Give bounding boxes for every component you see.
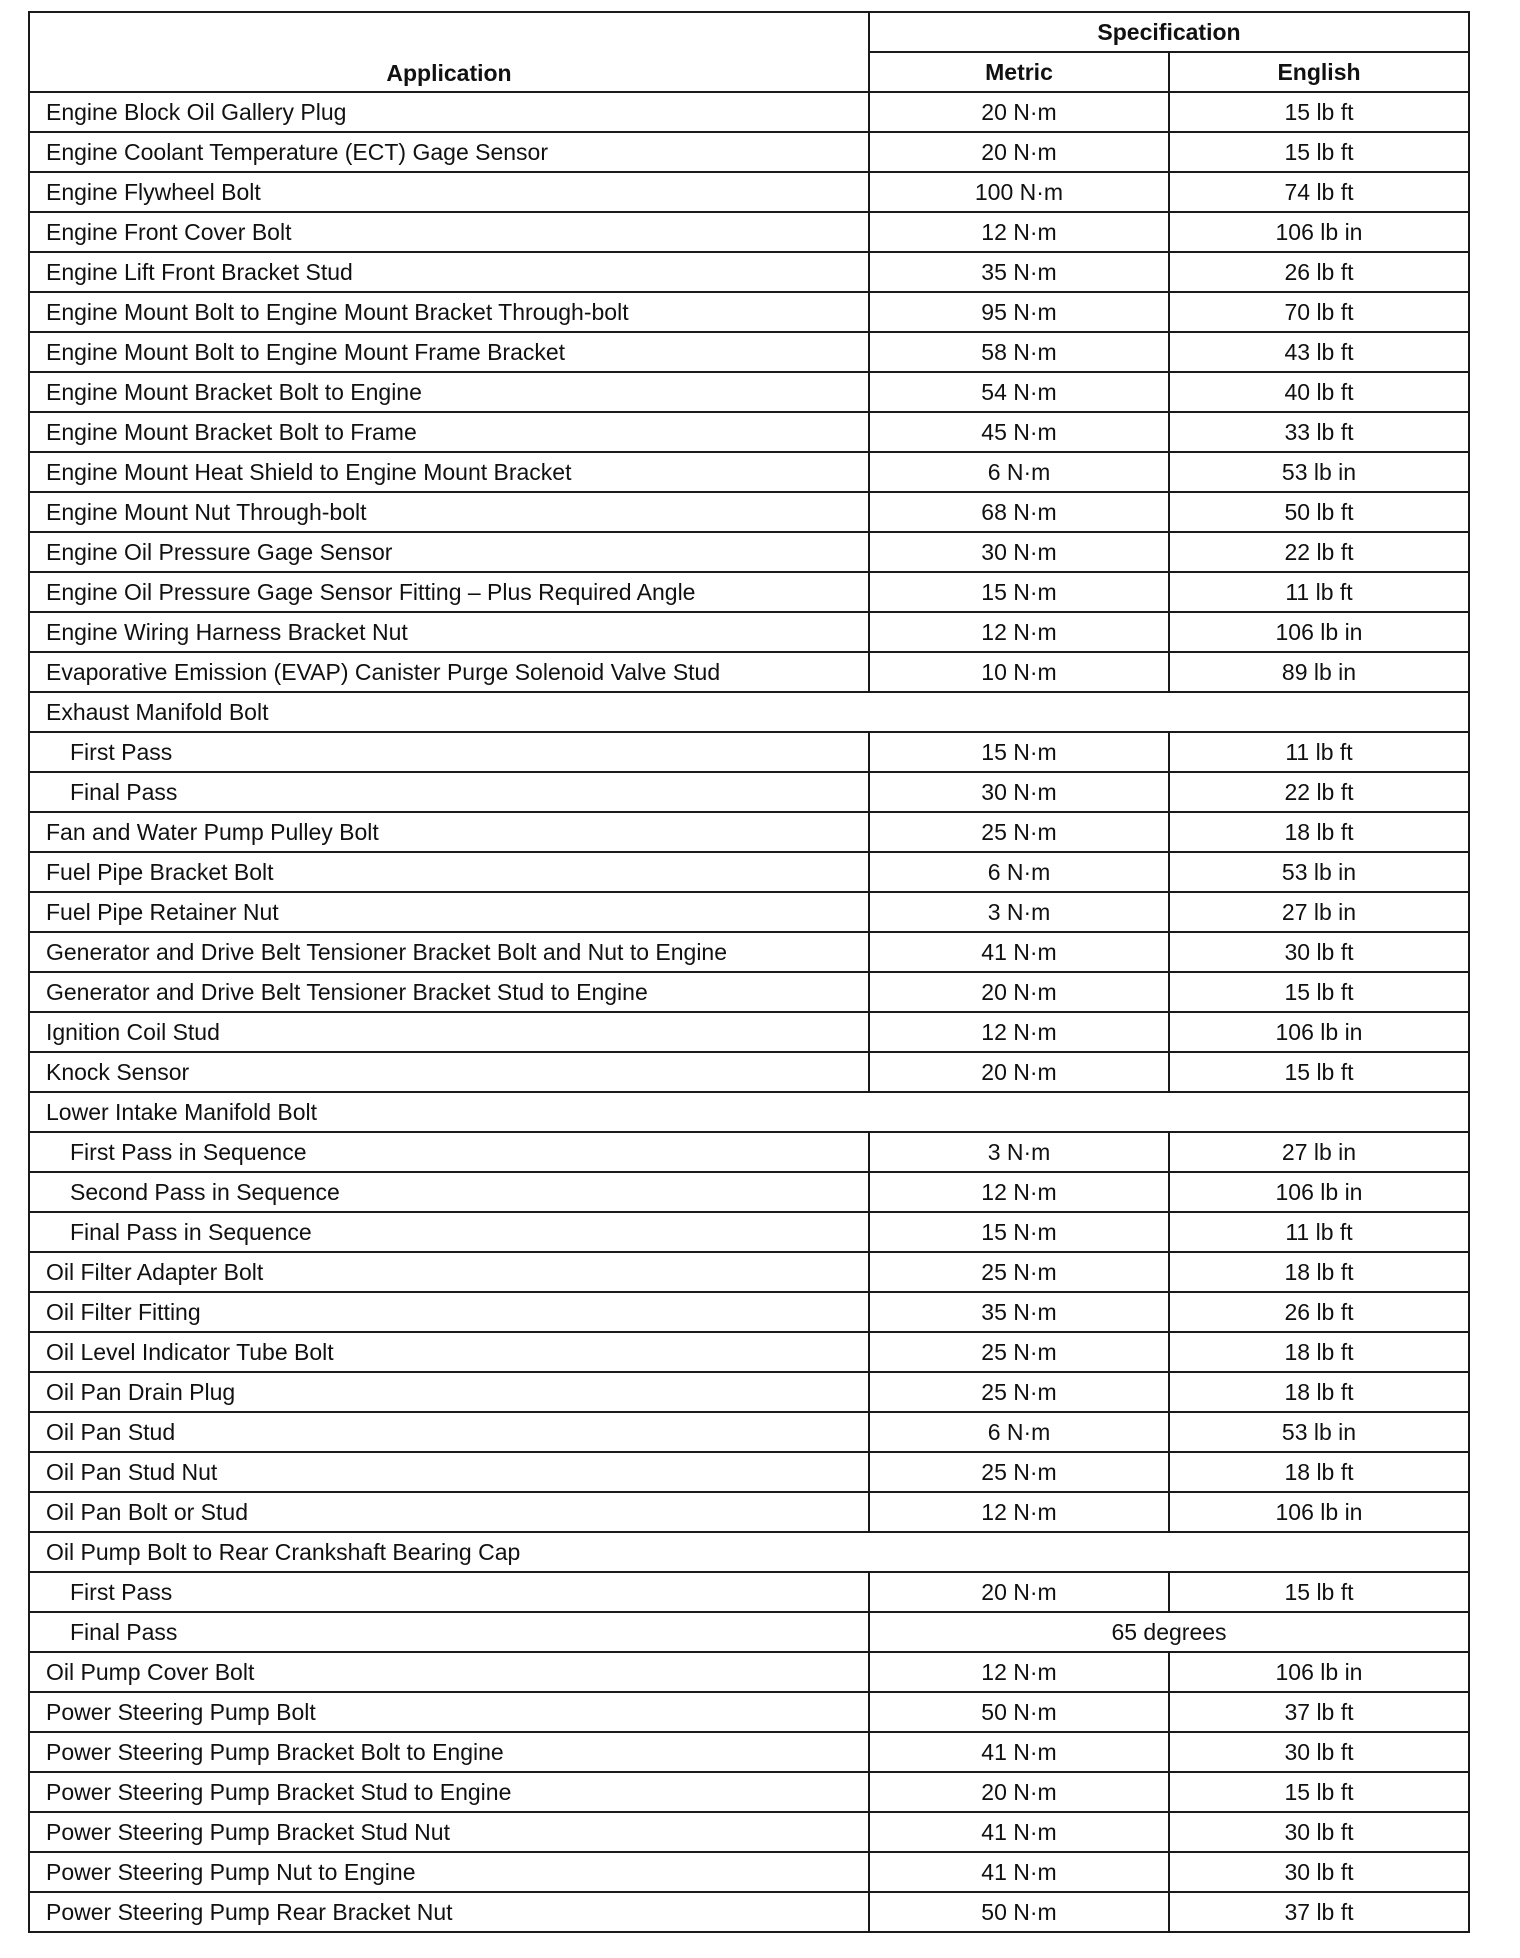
english-cell: 106 lb in	[1169, 1492, 1469, 1532]
table-row	[29, 1052, 1469, 1092]
english-cell: 33 lb ft	[1169, 412, 1469, 452]
application-cell: Engine Mount Bracket Bolt to Frame	[29, 412, 869, 452]
metric-cell: 54 N·m	[869, 372, 1169, 412]
metric-cell: 3 N·m	[869, 1132, 1169, 1172]
english-cell: 37 lb ft	[1169, 1892, 1469, 1932]
application-cell: Power Steering Pump Bracket Bolt to Engine	[29, 1732, 869, 1772]
english-cell: 53 lb in	[1169, 852, 1469, 892]
english-cell: 15 lb ft	[1169, 132, 1469, 172]
table-row	[29, 1772, 1469, 1812]
application-cell: Power Steering Pump Bracket Stud to Engine	[29, 1772, 869, 1812]
metric-cell: 41 N·m	[869, 1732, 1169, 1772]
table-row	[29, 1212, 1469, 1252]
english-cell: 53 lb in	[1169, 1412, 1469, 1452]
application-cell: Engine Mount Bracket Bolt to Engine	[29, 372, 869, 412]
table-row	[29, 92, 1469, 132]
application-cell: Oil Filter Fitting	[29, 1292, 869, 1332]
metric-cell: 41 N·m	[869, 932, 1169, 972]
table-row	[29, 1692, 1469, 1732]
application-cell: Generator and Drive Belt Tensioner Bracket Bolt and Nut to Engine	[29, 932, 869, 972]
table-row	[29, 132, 1469, 172]
metric-cell: 100 N·m	[869, 172, 1169, 212]
metric-cell: 95 N·m	[869, 292, 1169, 332]
application-cell: Power Steering Pump Bracket Stud Nut	[29, 1812, 869, 1852]
table-row	[29, 1492, 1469, 1532]
english-cell: 22 lb ft	[1169, 772, 1469, 812]
table-row	[29, 612, 1469, 652]
table-row	[29, 1412, 1469, 1452]
table-row	[29, 932, 1469, 972]
metric-cell: 25 N·m	[869, 1452, 1169, 1492]
header-row-top	[29, 12, 1469, 52]
metric-cell: 58 N·m	[869, 332, 1169, 372]
application-column-header: Application	[29, 12, 869, 92]
metric-cell: 12 N·m	[869, 1012, 1169, 1052]
table-row	[29, 1332, 1469, 1372]
metric-cell: 12 N·m	[869, 612, 1169, 652]
metric-cell: 12 N·m	[869, 212, 1169, 252]
metric-cell: 41 N·m	[869, 1852, 1169, 1892]
table-row	[29, 1572, 1469, 1612]
english-cell: 89 lb in	[1169, 652, 1469, 692]
metric-column-header: Metric	[869, 52, 1169, 92]
application-cell: Oil Pump Cover Bolt	[29, 1652, 869, 1692]
table-row	[29, 492, 1469, 532]
english-cell: 37 lb ft	[1169, 1692, 1469, 1732]
application-cell: First Pass in Sequence	[29, 1132, 869, 1172]
table-row	[29, 772, 1469, 812]
english-cell: 11 lb ft	[1169, 1212, 1469, 1252]
table-row	[29, 1612, 1469, 1652]
metric-cell: 20 N·m	[869, 1772, 1169, 1812]
english-cell: 15 lb ft	[1169, 1052, 1469, 1092]
application-cell: Final Pass	[29, 1612, 869, 1652]
group-heading-cell: Exhaust Manifold Bolt	[29, 692, 1469, 732]
english-cell: 30 lb ft	[1169, 932, 1469, 972]
table-row	[29, 172, 1469, 212]
table-row	[29, 1532, 1469, 1572]
application-cell: Engine Wiring Harness Bracket Nut	[29, 612, 869, 652]
table-row	[29, 1852, 1469, 1892]
application-cell: Oil Pan Bolt or Stud	[29, 1492, 869, 1532]
english-cell: 18 lb ft	[1169, 1372, 1469, 1412]
table-row	[29, 372, 1469, 412]
application-cell: Engine Mount Heat Shield to Engine Mount Bracket	[29, 452, 869, 492]
torque-spec-table	[28, 11, 1470, 1933]
table-row	[29, 292, 1469, 332]
metric-cell: 30 N·m	[869, 772, 1169, 812]
metric-cell: 20 N·m	[869, 972, 1169, 1012]
application-cell: Final Pass	[29, 772, 869, 812]
english-cell: 15 lb ft	[1169, 92, 1469, 132]
metric-cell: 35 N·m	[869, 1292, 1169, 1332]
application-cell: Final Pass in Sequence	[29, 1212, 869, 1252]
english-cell: 18 lb ft	[1169, 1452, 1469, 1492]
table-row	[29, 1092, 1469, 1132]
application-cell: Engine Oil Pressure Gage Sensor	[29, 532, 869, 572]
metric-cell: 50 N·m	[869, 1892, 1169, 1932]
application-cell: Power Steering Pump Bolt	[29, 1692, 869, 1732]
english-cell: 26 lb ft	[1169, 252, 1469, 292]
application-cell: Generator and Drive Belt Tensioner Bracket Stud to Engine	[29, 972, 869, 1012]
english-cell: 70 lb ft	[1169, 292, 1469, 332]
metric-cell: 20 N·m	[869, 132, 1169, 172]
table-row	[29, 892, 1469, 932]
english-cell: 15 lb ft	[1169, 1572, 1469, 1612]
english-cell: 11 lb ft	[1169, 732, 1469, 772]
application-cell: Ignition Coil Stud	[29, 1012, 869, 1052]
application-cell: Oil Pan Stud Nut	[29, 1452, 869, 1492]
group-heading-cell: Lower Intake Manifold Bolt	[29, 1092, 1469, 1132]
application-cell: Engine Mount Bolt to Engine Mount Frame Bracket	[29, 332, 869, 372]
application-cell: Engine Lift Front Bracket Stud	[29, 252, 869, 292]
table-row	[29, 972, 1469, 1012]
application-cell: First Pass	[29, 1572, 869, 1612]
english-cell: 106 lb in	[1169, 1172, 1469, 1212]
english-cell: 11 lb ft	[1169, 572, 1469, 612]
table-row	[29, 692, 1469, 732]
metric-cell: 25 N·m	[869, 1252, 1169, 1292]
table-row	[29, 812, 1469, 852]
table-row	[29, 1812, 1469, 1852]
metric-cell: 45 N·m	[869, 412, 1169, 452]
application-cell: Oil Pan Stud	[29, 1412, 869, 1452]
application-cell: Power Steering Pump Nut to Engine	[29, 1852, 869, 1892]
application-cell: Fan and Water Pump Pulley Bolt	[29, 812, 869, 852]
metric-cell: 15 N·m	[869, 1212, 1169, 1252]
metric-cell: 20 N·m	[869, 92, 1169, 132]
application-cell: Engine Mount Nut Through-bolt	[29, 492, 869, 532]
english-cell: 26 lb ft	[1169, 1292, 1469, 1332]
english-cell: 15 lb ft	[1169, 972, 1469, 1012]
table-row	[29, 1172, 1469, 1212]
english-cell: 50 lb ft	[1169, 492, 1469, 532]
application-cell: Engine Coolant Temperature (ECT) Gage Sensor	[29, 132, 869, 172]
specification-column-header: Specification	[869, 12, 1469, 52]
metric-cell: 25 N·m	[869, 812, 1169, 852]
application-cell: Oil Filter Adapter Bolt	[29, 1252, 869, 1292]
application-cell: Engine Flywheel Bolt	[29, 172, 869, 212]
metric-cell: 6 N·m	[869, 1412, 1169, 1452]
application-cell: Engine Mount Bolt to Engine Mount Bracket Through-bolt	[29, 292, 869, 332]
english-cell: 30 lb ft	[1169, 1852, 1469, 1892]
table-row	[29, 452, 1469, 492]
english-cell: 106 lb in	[1169, 612, 1469, 652]
application-cell: Knock Sensor	[29, 1052, 869, 1092]
table-row	[29, 1012, 1469, 1052]
table-row	[29, 652, 1469, 692]
english-cell: 40 lb ft	[1169, 372, 1469, 412]
application-cell: Evaporative Emission (EVAP) Canister Purge Solenoid Valve Stud	[29, 652, 869, 692]
metric-cell: 6 N·m	[869, 852, 1169, 892]
metric-cell: 41 N·m	[869, 1812, 1169, 1852]
application-cell: Oil Level Indicator Tube Bolt	[29, 1332, 869, 1372]
english-cell: 22 lb ft	[1169, 532, 1469, 572]
english-cell: 30 lb ft	[1169, 1732, 1469, 1772]
application-cell: Engine Front Cover Bolt	[29, 212, 869, 252]
english-cell: 27 lb in	[1169, 892, 1469, 932]
english-cell: 18 lb ft	[1169, 1252, 1469, 1292]
metric-cell: 6 N·m	[869, 452, 1169, 492]
application-cell: Engine Block Oil Gallery Plug	[29, 92, 869, 132]
metric-cell: 30 N·m	[869, 532, 1169, 572]
metric-cell: 12 N·m	[869, 1492, 1169, 1532]
metric-cell: 50 N·m	[869, 1692, 1169, 1732]
metric-cell: 15 N·m	[869, 732, 1169, 772]
metric-cell: 35 N·m	[869, 252, 1169, 292]
metric-cell: 20 N·m	[869, 1572, 1169, 1612]
english-column-header: English	[1169, 52, 1469, 92]
table-row	[29, 1132, 1469, 1172]
table-row	[29, 1252, 1469, 1292]
group-heading-cell: Oil Pump Bolt to Rear Crankshaft Bearing Cap	[29, 1532, 1469, 1572]
application-cell: Engine Oil Pressure Gage Sensor Fitting – Plus Required Angle	[29, 572, 869, 612]
english-cell: 53 lb in	[1169, 452, 1469, 492]
english-cell: 18 lb ft	[1169, 1332, 1469, 1372]
table-row	[29, 1732, 1469, 1772]
english-cell: 30 lb ft	[1169, 1812, 1469, 1852]
table-row	[29, 532, 1469, 572]
table-body	[29, 92, 1469, 1932]
table-header	[29, 12, 1469, 92]
table-row	[29, 1372, 1469, 1412]
table-row	[29, 412, 1469, 452]
metric-cell: 10 N·m	[869, 652, 1169, 692]
english-cell: 74 lb ft	[1169, 172, 1469, 212]
application-cell: Fuel Pipe Bracket Bolt	[29, 852, 869, 892]
metric-cell: 15 N·m	[869, 572, 1169, 612]
merged-spec-cell: 65 degrees	[869, 1612, 1469, 1652]
table-row	[29, 1892, 1469, 1932]
table-row	[29, 1652, 1469, 1692]
application-cell: Second Pass in Sequence	[29, 1172, 869, 1212]
english-cell: 106 lb in	[1169, 1652, 1469, 1692]
metric-cell: 20 N·m	[869, 1052, 1169, 1092]
metric-cell: 25 N·m	[869, 1372, 1169, 1412]
table-row	[29, 252, 1469, 292]
english-cell: 18 lb ft	[1169, 812, 1469, 852]
english-cell: 106 lb in	[1169, 212, 1469, 252]
table-row	[29, 732, 1469, 772]
english-cell: 43 lb ft	[1169, 332, 1469, 372]
metric-cell: 3 N·m	[869, 892, 1169, 932]
table-row	[29, 852, 1469, 892]
table-row	[29, 572, 1469, 612]
application-cell: Oil Pan Drain Plug	[29, 1372, 869, 1412]
metric-cell: 12 N·m	[869, 1172, 1169, 1212]
table-row	[29, 332, 1469, 372]
table-row	[29, 1292, 1469, 1332]
application-cell: Fuel Pipe Retainer Nut	[29, 892, 869, 932]
metric-cell: 68 N·m	[869, 492, 1169, 532]
english-cell: 106 lb in	[1169, 1012, 1469, 1052]
application-cell: Power Steering Pump Rear Bracket Nut	[29, 1892, 869, 1932]
english-cell: 27 lb in	[1169, 1132, 1469, 1172]
english-cell: 15 lb ft	[1169, 1772, 1469, 1812]
application-cell: First Pass	[29, 732, 869, 772]
metric-cell: 25 N·m	[869, 1332, 1169, 1372]
table-row	[29, 1452, 1469, 1492]
metric-cell: 12 N·m	[869, 1652, 1169, 1692]
table-row	[29, 212, 1469, 252]
